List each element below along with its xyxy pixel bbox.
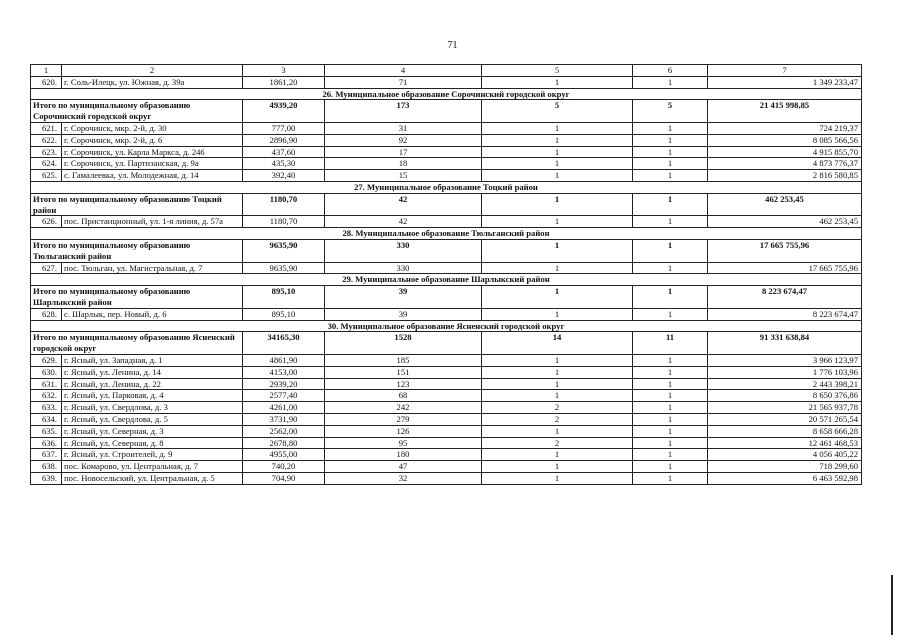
section-title: 30. Муниципальное образование Ясненский городской округ xyxy=(31,320,862,332)
column-4-cell: 123 xyxy=(325,378,482,390)
column-5-cell: 1 xyxy=(482,239,633,262)
cost-cell: 4 056 405,22 xyxy=(708,449,862,461)
address-cell: г. Ясный, ул. Строителей, д. 9 xyxy=(62,449,243,461)
area-cell: 34165,30 xyxy=(243,332,325,355)
column-4-cell: 39 xyxy=(325,286,482,309)
row-number: 621. xyxy=(31,122,62,134)
cost-cell: 21 565 937,78 xyxy=(708,402,862,414)
table-row xyxy=(31,170,862,182)
section-header-row xyxy=(31,88,862,100)
row-number: 634. xyxy=(31,413,62,425)
column-5-cell: 2 xyxy=(482,402,633,414)
row-number: 623. xyxy=(31,146,62,158)
address-cell: пос. Новосельский, ул. Центральная, д. 5 xyxy=(62,472,243,484)
area-cell: 435,30 xyxy=(243,158,325,170)
area-cell: 4153,00 xyxy=(243,366,325,378)
row-number: 628. xyxy=(31,308,62,320)
area-cell: 4861,90 xyxy=(243,354,325,366)
cost-cell: 8 658 666,28 xyxy=(708,425,862,437)
column-4-cell: 330 xyxy=(325,262,482,274)
area-cell: 9635,90 xyxy=(243,262,325,274)
column-5-cell: 1 xyxy=(482,308,633,320)
cost-cell: 462 253,45 xyxy=(708,216,862,228)
column-6-cell: 1 xyxy=(633,390,708,402)
address-cell: г. Ясный, ул. Свердлова, д. 3 xyxy=(62,402,243,414)
table-row xyxy=(31,461,862,473)
column-header: 4 xyxy=(325,65,482,77)
column-4-cell: 180 xyxy=(325,449,482,461)
row-number: 632. xyxy=(31,390,62,402)
column-6-cell: 1 xyxy=(633,193,708,216)
area-cell: 895,10 xyxy=(243,308,325,320)
column-4-cell: 92 xyxy=(325,134,482,146)
column-4-cell: 42 xyxy=(325,216,482,228)
column-6-cell: 1 xyxy=(633,122,708,134)
subtotal-label: Итого по муниципальному образованию Шарлыкский район xyxy=(31,286,243,309)
table-row xyxy=(31,262,862,274)
area-cell: 3731,90 xyxy=(243,413,325,425)
column-4-cell: 68 xyxy=(325,390,482,402)
column-6-cell: 1 xyxy=(633,366,708,378)
cost-cell: 724 219,37 xyxy=(708,122,862,134)
area-cell: 9635,90 xyxy=(243,239,325,262)
column-6-cell: 1 xyxy=(633,134,708,146)
row-number: 635. xyxy=(31,425,62,437)
table-row xyxy=(31,146,862,158)
table-body xyxy=(31,65,862,485)
address-cell: г. Сорочинск, мкр. 2-й, д. 6 xyxy=(62,134,243,146)
column-6-cell: 11 xyxy=(633,332,708,355)
scan-edge-mark xyxy=(891,575,893,635)
area-cell: 4261,00 xyxy=(243,402,325,414)
area-cell: 740,20 xyxy=(243,461,325,473)
column-6-cell: 1 xyxy=(633,76,708,88)
column-6-cell: 1 xyxy=(633,413,708,425)
cost-cell: 8 650 376,86 xyxy=(708,390,862,402)
table-row xyxy=(31,354,862,366)
column-5-cell: 1 xyxy=(482,461,633,473)
cost-cell: 3 966 123,97 xyxy=(708,354,862,366)
column-4-cell: 1528 xyxy=(325,332,482,355)
table-row xyxy=(31,425,862,437)
table-row xyxy=(31,308,862,320)
column-4-cell: 242 xyxy=(325,402,482,414)
column-6-cell: 1 xyxy=(633,286,708,309)
row-number: 631. xyxy=(31,378,62,390)
column-6-cell: 1 xyxy=(633,378,708,390)
section-title: 26. Муниципальное образование Сорочинский городской округ xyxy=(31,88,862,100)
table-row xyxy=(31,472,862,484)
row-number: 638. xyxy=(31,461,62,473)
section-header-row xyxy=(31,181,862,193)
cost-cell: 718 299,60 xyxy=(708,461,862,473)
table-row xyxy=(31,378,862,390)
table-row xyxy=(31,413,862,425)
column-5-cell: 1 xyxy=(482,366,633,378)
subtotal-label: Итого по муниципальному образованию Сорочинский городской округ xyxy=(31,100,243,123)
column-4-cell: 39 xyxy=(325,308,482,320)
table-header-row xyxy=(31,65,862,77)
column-5-cell: 14 xyxy=(482,332,633,355)
column-4-cell: 17 xyxy=(325,146,482,158)
column-6-cell: 1 xyxy=(633,216,708,228)
column-header: 5 xyxy=(482,65,633,77)
column-4-cell: 71 xyxy=(325,76,482,88)
area-cell: 4955,00 xyxy=(243,449,325,461)
address-cell: г. Ясный, ул. Ленина, д. 22 xyxy=(62,378,243,390)
column-5-cell: 2 xyxy=(482,413,633,425)
column-4-cell: 151 xyxy=(325,366,482,378)
area-cell: 2939,20 xyxy=(243,378,325,390)
column-5-cell: 5 xyxy=(482,100,633,123)
cost-cell: 4 873 776,37 xyxy=(708,158,862,170)
row-number: 627. xyxy=(31,262,62,274)
row-number: 633. xyxy=(31,402,62,414)
cost-cell: 8 223 674,47 xyxy=(708,286,862,309)
area-cell: 1861,20 xyxy=(243,76,325,88)
column-4-cell: 173 xyxy=(325,100,482,123)
subtotal-row xyxy=(31,286,862,309)
column-5-cell: 1 xyxy=(482,262,633,274)
page-number: 71 xyxy=(447,40,458,51)
row-number: 637. xyxy=(31,449,62,461)
cost-cell: 8 085 566,56 xyxy=(708,134,862,146)
subtotal-row xyxy=(31,332,862,355)
area-cell: 2562,00 xyxy=(243,425,325,437)
address-cell: г. Соль-Илецк, ул. Южная, д. 39а xyxy=(62,76,243,88)
column-5-cell: 1 xyxy=(482,76,633,88)
table-row xyxy=(31,366,862,378)
column-4-cell: 330 xyxy=(325,239,482,262)
area-cell: 2678,80 xyxy=(243,437,325,449)
cost-cell: 462 253,45 xyxy=(708,193,862,216)
address-cell: с. Гамалеевка, ул. Молодежная, д. 14 xyxy=(62,170,243,182)
column-6-cell: 1 xyxy=(633,354,708,366)
subtotal-row xyxy=(31,193,862,216)
cost-cell: 1 776 103,96 xyxy=(708,366,862,378)
address-cell: г. Ясный, ул. Северная, д. 3 xyxy=(62,425,243,437)
cost-cell: 2 816 580,85 xyxy=(708,170,862,182)
address-cell: г. Ясный, ул. Западная, д. 1 xyxy=(62,354,243,366)
column-header: 2 xyxy=(62,65,243,77)
row-number: 630. xyxy=(31,366,62,378)
address-cell: с. Шарлык, пер. Новый, д. 6 xyxy=(62,308,243,320)
area-cell: 1180,70 xyxy=(243,216,325,228)
column-6-cell: 1 xyxy=(633,158,708,170)
cost-cell: 8 223 674,47 xyxy=(708,308,862,320)
cost-cell: 20 571 265,54 xyxy=(708,413,862,425)
column-6-cell: 1 xyxy=(633,425,708,437)
table-row xyxy=(31,158,862,170)
row-number: 622. xyxy=(31,134,62,146)
area-cell: 2896,90 xyxy=(243,134,325,146)
column-5-cell: 1 xyxy=(482,146,633,158)
section-header-row xyxy=(31,228,862,240)
area-cell: 704,90 xyxy=(243,472,325,484)
cost-cell: 21 415 998,85 xyxy=(708,100,862,123)
area-cell: 2577,40 xyxy=(243,390,325,402)
section-title: 29. Муниципальное образование Шарлыкский район xyxy=(31,274,862,286)
row-number: 629. xyxy=(31,354,62,366)
column-5-cell: 1 xyxy=(482,216,633,228)
address-cell: г. Сорочинск, ул. Партизанская, д. 9а xyxy=(62,158,243,170)
column-5-cell: 1 xyxy=(482,378,633,390)
section-header-row xyxy=(31,274,862,286)
column-6-cell: 5 xyxy=(633,100,708,123)
address-cell: г. Ясный, ул. Парковая, д. 4 xyxy=(62,390,243,402)
column-5-cell: 2 xyxy=(482,437,633,449)
column-5-cell: 1 xyxy=(482,390,633,402)
area-cell: 895,10 xyxy=(243,286,325,309)
column-4-cell: 31 xyxy=(325,122,482,134)
row-number: 620. xyxy=(31,76,62,88)
area-cell: 777,00 xyxy=(243,122,325,134)
cost-cell: 12 461 468,53 xyxy=(708,437,862,449)
table-row xyxy=(31,216,862,228)
column-5-cell: 1 xyxy=(482,134,633,146)
column-5-cell: 1 xyxy=(482,158,633,170)
column-5-cell: 1 xyxy=(482,425,633,437)
column-header: 7 xyxy=(708,65,862,77)
column-5-cell: 1 xyxy=(482,193,633,216)
address-cell: г. Сорочинск, ул. Карла Маркса, д. 246 xyxy=(62,146,243,158)
address-cell: пос. Пристанционный, ул. 1-я линия, д. 57а xyxy=(62,216,243,228)
column-6-cell: 1 xyxy=(633,472,708,484)
column-header: 1 xyxy=(31,65,62,77)
column-6-cell: 1 xyxy=(633,461,708,473)
address-cell: г. Ясный, ул. Северная, д. 8 xyxy=(62,437,243,449)
row-number: 624. xyxy=(31,158,62,170)
table-row xyxy=(31,122,862,134)
section-title: 27. Муниципальное образование Тоцкий район xyxy=(31,181,862,193)
column-4-cell: 185 xyxy=(325,354,482,366)
address-cell: г. Сорочинск, мкр. 2-й, д. 30 xyxy=(62,122,243,134)
column-5-cell: 1 xyxy=(482,122,633,134)
section-title: 28. Муниципальное образование Тюльганский район xyxy=(31,228,862,240)
table-row xyxy=(31,402,862,414)
area-cell: 392,40 xyxy=(243,170,325,182)
subtotal-label: Итого по муниципальному образованию Ясненский городской округ xyxy=(31,332,243,355)
row-number: 636. xyxy=(31,437,62,449)
address-cell: пос. Комарово, ул. Центральная, д. 7 xyxy=(62,461,243,473)
cost-cell: 17 665 755,96 xyxy=(708,239,862,262)
subtotal-label: Итого по муниципальному образованию Тоцкий район xyxy=(31,193,243,216)
area-cell: 4939,20 xyxy=(243,100,325,123)
column-6-cell: 1 xyxy=(633,239,708,262)
area-cell: 437,60 xyxy=(243,146,325,158)
column-6-cell: 1 xyxy=(633,437,708,449)
housing-register-table xyxy=(30,64,862,485)
address-cell: г. Ясный, ул. Свердлова, д. 5 xyxy=(62,413,243,425)
address-cell: г. Ясный, ул. Ленина, д. 14 xyxy=(62,366,243,378)
column-6-cell: 1 xyxy=(633,308,708,320)
address-cell: пос. Тюльган, ул. Магистральная, д. 7 xyxy=(62,262,243,274)
column-6-cell: 1 xyxy=(633,262,708,274)
subtotal-row xyxy=(31,100,862,123)
column-4-cell: 95 xyxy=(325,437,482,449)
row-number: 626. xyxy=(31,216,62,228)
table-row xyxy=(31,449,862,461)
cost-cell: 17 665 755,96 xyxy=(708,262,862,274)
table-row xyxy=(31,390,862,402)
column-5-cell: 1 xyxy=(482,170,633,182)
section-header-row xyxy=(31,320,862,332)
table-row xyxy=(31,134,862,146)
column-4-cell: 15 xyxy=(325,170,482,182)
column-6-cell: 1 xyxy=(633,449,708,461)
area-cell: 1180,70 xyxy=(243,193,325,216)
table-row xyxy=(31,437,862,449)
column-4-cell: 32 xyxy=(325,472,482,484)
column-6-cell: 1 xyxy=(633,170,708,182)
column-6-cell: 1 xyxy=(633,402,708,414)
column-5-cell: 1 xyxy=(482,354,633,366)
table-row xyxy=(31,76,862,88)
cost-cell: 2 443 398,21 xyxy=(708,378,862,390)
column-4-cell: 279 xyxy=(325,413,482,425)
column-5-cell: 1 xyxy=(482,286,633,309)
cost-cell: 91 331 638,84 xyxy=(708,332,862,355)
cost-cell: 6 463 592,98 xyxy=(708,472,862,484)
column-6-cell: 1 xyxy=(633,146,708,158)
row-number: 625. xyxy=(31,170,62,182)
column-4-cell: 126 xyxy=(325,425,482,437)
cost-cell: 1 349 233,47 xyxy=(708,76,862,88)
row-number: 639. xyxy=(31,472,62,484)
subtotal-row xyxy=(31,239,862,262)
column-5-cell: 1 xyxy=(482,472,633,484)
column-4-cell: 18 xyxy=(325,158,482,170)
column-header: 3 xyxy=(243,65,325,77)
column-5-cell: 1 xyxy=(482,449,633,461)
column-header: 6 xyxy=(633,65,708,77)
cost-cell: 4 915 855,70 xyxy=(708,146,862,158)
subtotal-label: Итого по муниципальному образованию Тюльганский район xyxy=(31,239,243,262)
column-4-cell: 47 xyxy=(325,461,482,473)
column-4-cell: 42 xyxy=(325,193,482,216)
